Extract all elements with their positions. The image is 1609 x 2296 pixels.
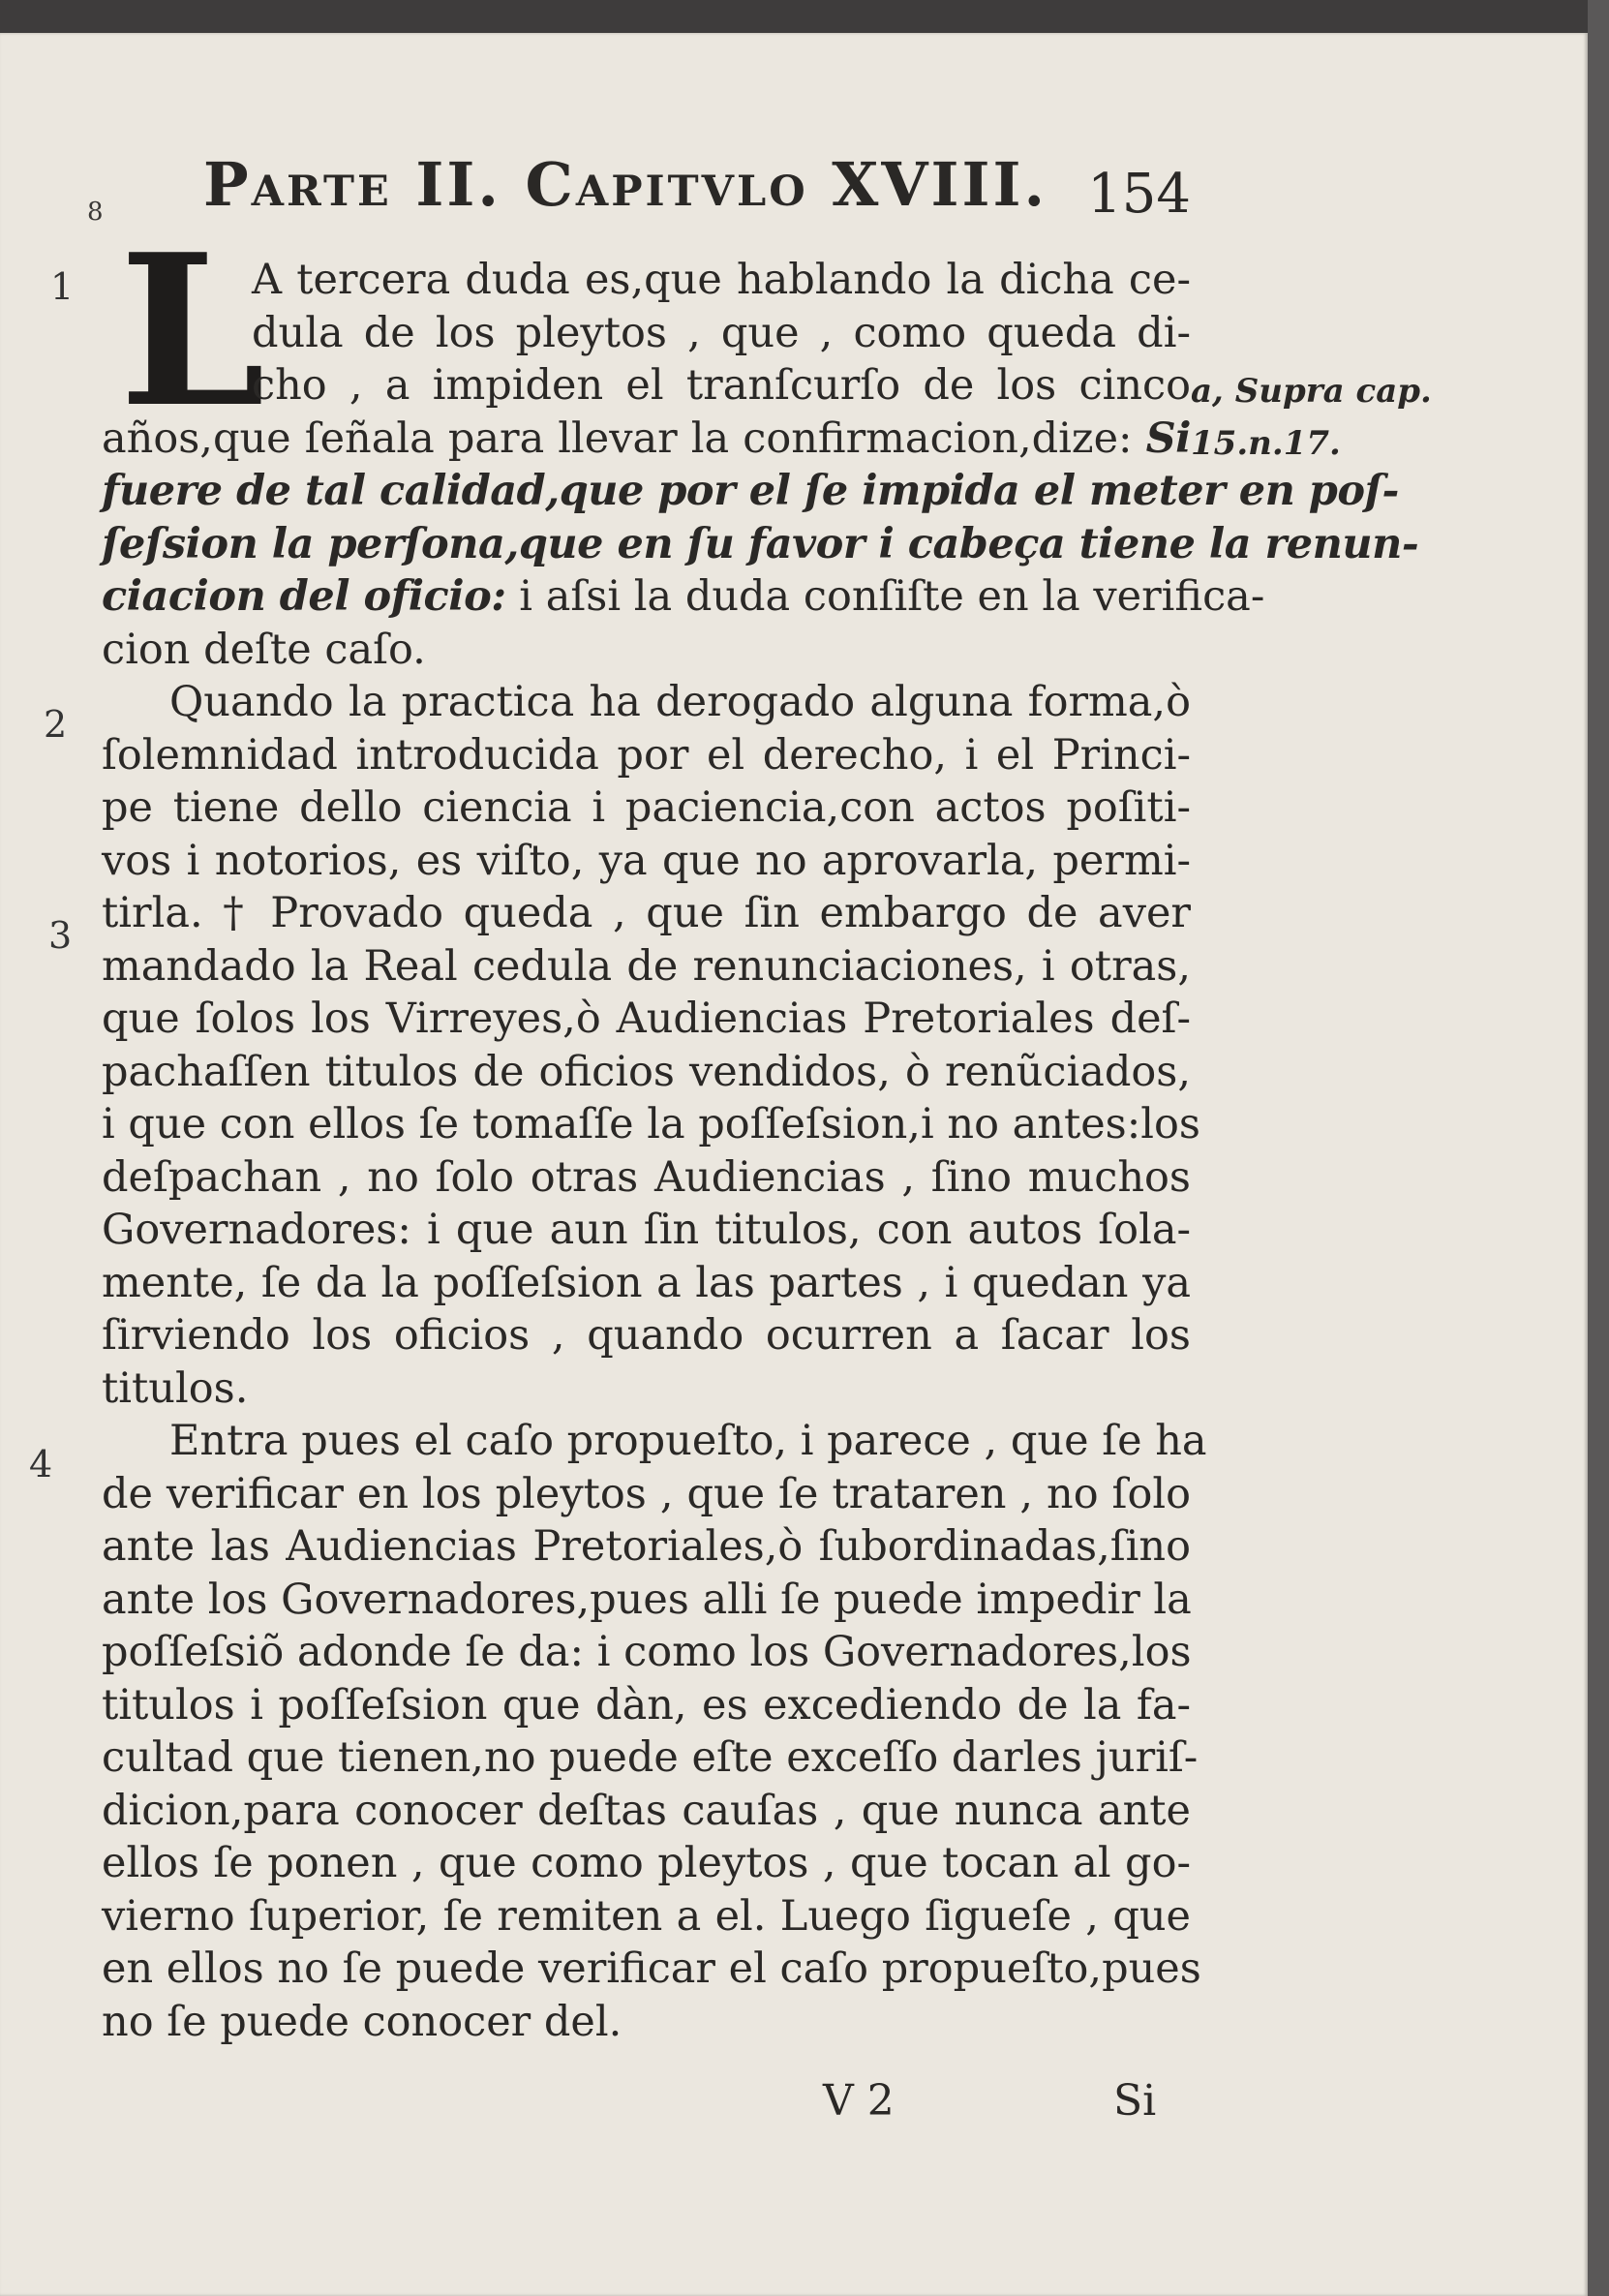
text-line: cho , a impiden el tranſcurſo de los cinco [252,361,1191,410]
text-span: años,que ſeñala para llevar la confirmacion,dize: [102,413,1133,463]
text-line: no ſe puede conocer del. [102,1997,622,2046]
margin-note-line-2: 15.n.17. [1191,424,1341,463]
scan-border-right [1588,0,1609,2296]
quotation-line: ſeſsion la perſona,que en ſu favor i cabeça tiene la renun- [102,519,1419,568]
text-line: ante las Audiencias Pretoriales,ò ſubordinadas,ſino [102,1522,1191,1571]
text-line: dula de los pleytos , que , como queda di- [252,308,1191,357]
text-line: Entra pues el caſo propueſto, i parece , que ſe ha [169,1417,1207,1465]
text-line: ſolemnidad introducida por el derecho, i el Princi- [102,730,1191,780]
quotation-line: fuere de tal calidad,que por el ſe impida el meter en poſ- [102,467,1399,515]
text-line: mandado la Real cedula de renunciaciones, i otras, [102,941,1191,991]
text-line: ellos ſe ponen , que como pleytos , que tocan al go- [102,1839,1191,1887]
text-line: titulos i poſſeſsion que dàn, es excediendo de la fa- [102,1680,1191,1730]
text-line: ante los Governadores,pues alli ſe puede impedir la [102,1575,1192,1624]
paragraph-number-3: 3 [48,914,73,957]
quotation-span: Si [1145,413,1191,463]
text-line: tirla. † Provado queda , que ſin embargo de aver [102,889,1191,937]
show-through-text [1239,1001,1491,1137]
text-line: poſſeſsiõ adonde ſe da: i como los Governadores,los [102,1628,1192,1676]
text-line: pe tiene dello ciencia i paciencia,con actos poſiti- [102,783,1191,832]
paragraph-number-4: 4 [29,1443,53,1485]
text-line: cultad que tienen,no puede eſte exceſſo darles juriſ- [102,1733,1199,1782]
text-line [102,570,1265,624]
text-line: mente, ſe da la poſſeſsion a las partes , i quedan ya [102,1258,1191,1307]
text-line: Quando la practica ha derogado alguna forma,ò [169,678,1191,726]
text-line: vos i notorios, es viſto, ya que no aprovarla, permi- [102,836,1191,885]
margin-note-line-1: a, Supra cap. [1191,372,1432,411]
text-line [102,413,1191,466]
paragraph-number-1: 1 [50,265,75,308]
text-line: vierno ſuperior, ſe remiten a el. Luego ſigueſe , que [102,1891,1191,1941]
text-line: deſpachan , no ſolo otras Audiencias , ſino muchos [102,1152,1191,1202]
corner-mark: 8 [87,198,104,227]
text-line: que ſolos los Virreyes,ò Audiencias Pretoriales deſ- [102,995,1191,1043]
text-line: Governadores: i que aun ſin titulos, con autos ſola- [102,1206,1191,1254]
text-line: pachaſſen titulos de oficios vendidos, ò renũciados, [102,1047,1191,1096]
text-line: ſirviendo los oficios , quando ocurren a ſacar los [102,1311,1191,1360]
scan-border-top [0,0,1609,33]
text-line: i que con ellos ſe tomaſſe la poſſeſsion,i no antes:los [102,1100,1200,1148]
text-line: en ellos no ſe puede verificar el caſo propueſto,pues [102,1944,1201,1993]
signature-mark: V 2 [823,2076,895,2126]
chapter-title: Parte II. Capitvlo XVIII. [203,149,1048,220]
text-span: i aſsi la duda conſiſte en la verifica- [519,572,1265,621]
quotation-span: ciacion del oficio: [102,572,506,621]
page-number: 154 [1087,163,1191,226]
catchword: Si [1113,2076,1157,2126]
paragraph-number-2: 2 [44,703,68,746]
drop-cap: L [119,208,266,453]
text-line: A tercera duda es,que hablando la dicha ce- [252,256,1191,304]
text-line: de verificar en los pleytos , que ſe trataren , no ſolo [102,1469,1191,1518]
book-page [0,33,1588,2296]
running-head [203,130,1191,236]
text-line: dicion,para conocer deſtas cauſas , que nunca ante [102,1786,1191,1835]
text-line: cion deſte caſo. [102,625,426,674]
text-line: titulos. [102,1363,249,1413]
